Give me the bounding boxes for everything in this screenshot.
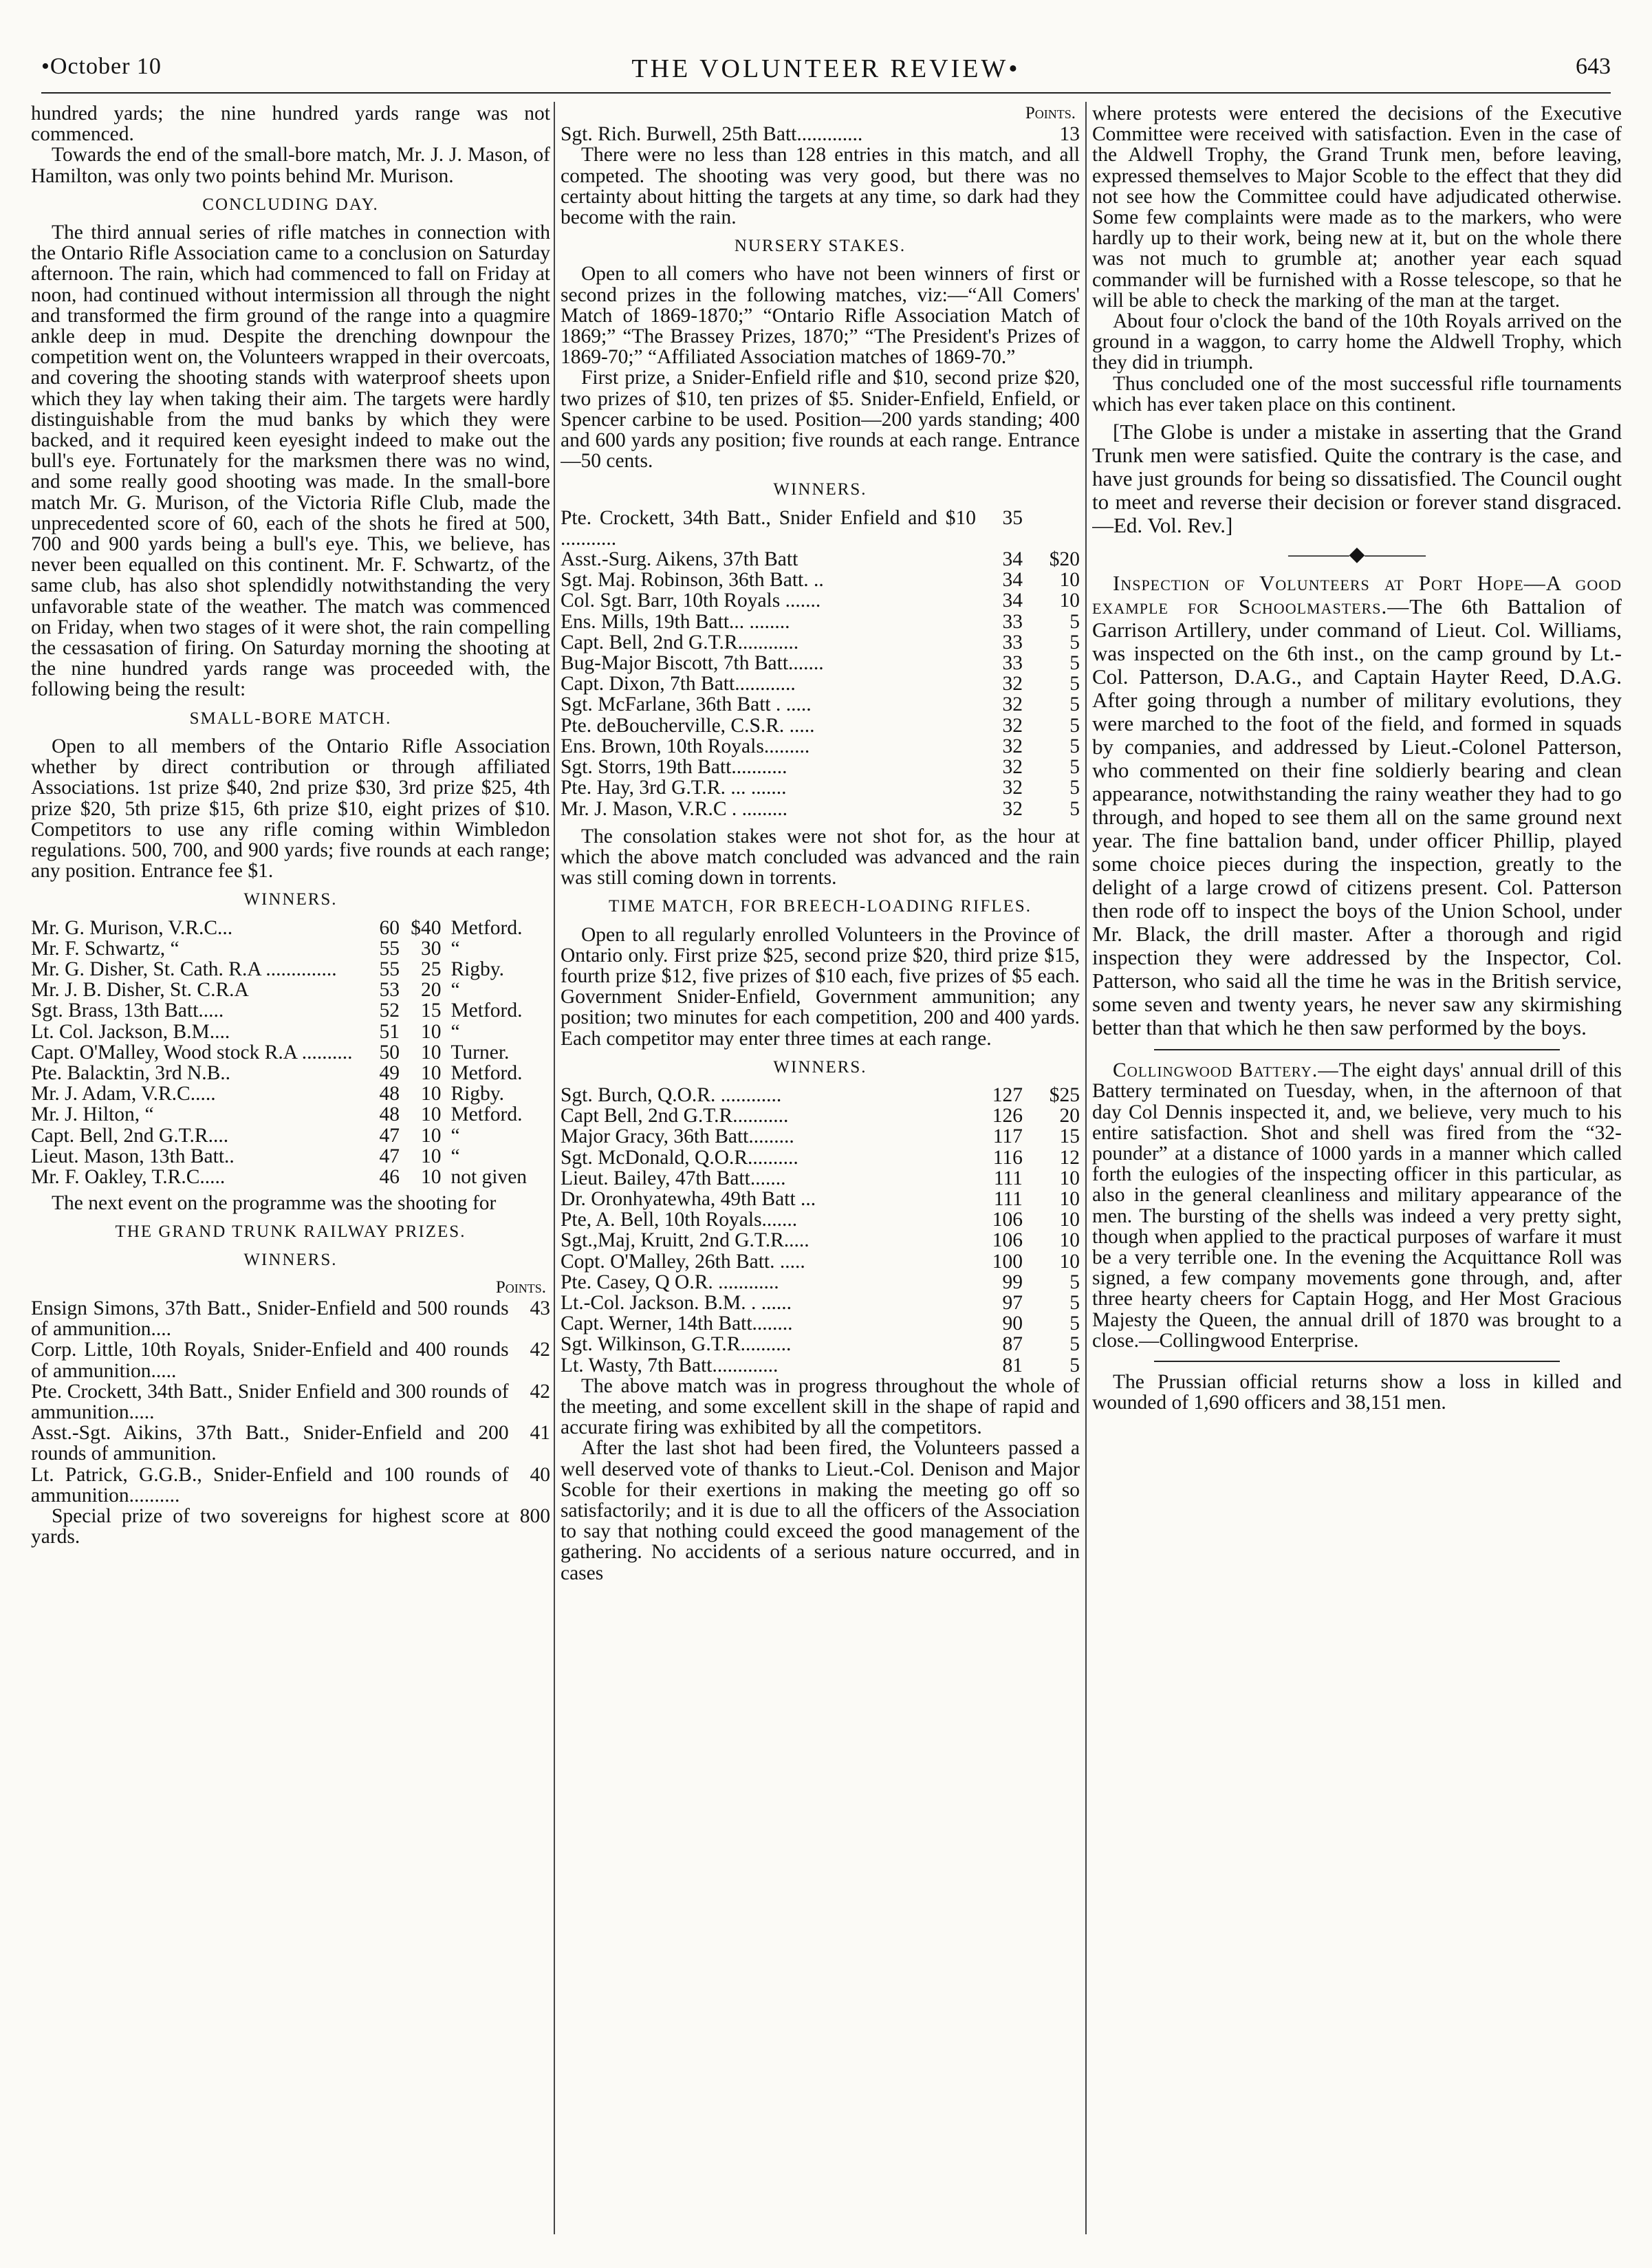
points-cell: 127 [992, 1083, 1023, 1106]
table-row [561, 570, 1080, 590]
name-cell: Pte. deBoucherville, C.S.R. ..... [561, 714, 815, 737]
rifle-cell: “ [450, 1020, 460, 1043]
prize-cell: 10 [420, 1061, 442, 1084]
paragraph: Open to all comers who have not been winners of first or second prizes in the following matches, viz:—“All Comers' Match of 1869-1870;” “Ontario Rifle Association Match of 1869;” “The Brassey Prizes, 1870;” “The President's Prizes of 1869-70;” “Affiliated Association matches of 1869-70.” [561, 263, 1080, 369]
name-cell: Asst.-Surg. Aikens, 37th Batt [561, 548, 798, 571]
table-row [561, 715, 1080, 736]
article-body: The 6th Battalion of Garrison Artillery, under command of Lieut. Col. Williams, was inspected on the 6th inst., on the camp ground by Lt.-Col. Patterson, D.A.G., and Captain Hayter Reed, D.A.G. After going through a number of military evolutions, they were marched to the foot of the field, and formed in squads by companies, and addressed by Lieut.-Colonel Patterson, who commented on their fine soldierly bearing and clean appearance, notwithstanding the rainy weather they had to go through, and hoped to see them all on the same ground next year. The fine battalion band, under officer Phillip, played some choice pieces during the inspection, greatly to the delight of a large crowd of citizens present. Col. Patterson then rode off to inspect the boys of the Union School, under Mr. Black, the drill master. After a thorough and rigid inspection they were addressed by the Inspector, Col. Patterson, who said all the time he was in the British service, some seven and twenty years, he never saw any skirmishing better than that which he then saw performed by the boys. [1092, 594, 1622, 1040]
name-cell: Pte, A. Bell, 10th Royals....... [561, 1209, 798, 1231]
table-row [561, 1313, 1080, 1334]
prize-cell: 5 [1069, 631, 1080, 654]
table-row [31, 1042, 550, 1063]
paragraph: The next event on the programme was the shooting for [52, 1192, 497, 1215]
points-cell: 48 [379, 1103, 400, 1126]
table-row [31, 918, 550, 938]
table-row [561, 1147, 1080, 1168]
rifle-cell: Metford. [450, 1000, 523, 1022]
name-cell: Asst.-Sgt. Aikins, 37th Batt., Snider-Enfield and 200 rounds of ammunition. [31, 1422, 509, 1465]
points-cell: 32 [1002, 756, 1023, 779]
table-row [561, 1126, 1080, 1147]
points-cell: 55 [379, 958, 400, 980]
article-port-hope [1092, 572, 1622, 1039]
paragraph: Open to all members of the Ontario Rifle Association whether by direct contribution or through affiliated Associations. 1st prize $40, 2nd prize $30, 3rd prize $25, 4th prize $20, 5th prize $15, 6th prize $10, eight prizes of $10. Competitors to use any rifle coming within Wimbledon regulations. 500, 700, and 900 yards; five rounds at each range; any position. Entrance fee $1. [31, 735, 550, 883]
table-row [31, 1465, 550, 1506]
section-heading: TIME MATCH, FOR BREECH-LOADING RIFLES. [609, 897, 1032, 916]
prize-cell: 5 [1069, 693, 1080, 716]
table-row [561, 124, 1080, 144]
table-row [31, 1022, 550, 1042]
winners-heading: WINNERS. [243, 1250, 338, 1269]
prize-cell: 10 [420, 1083, 442, 1105]
name-cell: Dr. Oronhyatewha, 49th Batt ... [561, 1187, 816, 1210]
points-column-heading: Points. [1025, 104, 1076, 122]
article-body: The eight days' annual drill of this Battery terminated on Tuesday, when, in the afternoon of that day Col Dennis inspected it, and, we believe, very much to his entire satisfaction. Shot and shell was fired from the “32-pounder” at a distance of 1000 yards in a manner which called forth the eulogies of the inspecting officer in this particular, as also in the general cleanliness and military appearance of the men. The bursting of the shells was indeed a very pretty sight, though when applied to the practical purposes of warfare it must be a very terrible one. In the evening the Acquittance Roll was signed, a few company movements gone through, and, after three hearty cheers for Captain Hogg, and Her Most Gracious Majesty the Queen, the annual drill of 1870 was brought to a close.—Collingwood Enterprise. [1092, 1059, 1622, 1352]
section-heading: NURSERY STAKES. [734, 237, 906, 256]
table-row [31, 1000, 550, 1021]
name-cell: Sgt. McDonald, Q.O.R.......... [561, 1146, 798, 1169]
table-row [31, 938, 550, 959]
name-cell: Lieut. Bailey, 47th Batt....... [561, 1167, 786, 1189]
points-cell: 40 [530, 1463, 550, 1486]
name-cell: Mr. J. Mason, V.R.C . ......... [561, 797, 788, 820]
points-cell: 32 [1002, 777, 1023, 799]
prize-cell: 5 [1069, 652, 1080, 675]
winners-heading: WINNERS. [773, 1057, 867, 1077]
points-cell: 111 [993, 1167, 1023, 1189]
name-cell: Major Gracy, 36th Batt......... [561, 1125, 794, 1148]
points-cell: 47 [379, 1124, 400, 1147]
burwell-row-table [561, 124, 1080, 144]
prize-cell: $40 [411, 916, 442, 939]
points-cell: 33 [1002, 610, 1023, 633]
article-collingwood [1092, 1060, 1622, 1351]
paragraph: After the last shot had been fired, the Volunteers passed a well deserved vote of thanks to Lieut.-Col. Denison and Major Scoble for their exertions in making the meeting go off so satisfactorily; and it is due to all the officers of the Association to say that nothing could exceed the good management of the gathering. No accidents of a serious nature occurred, and in cases [561, 1437, 1080, 1584]
prize-cell: 5 [1069, 1313, 1080, 1335]
name-cell: Ens. Mills, 19th Batt... ........ [561, 610, 790, 633]
paragraph: There were no less than 128 entries in this match, and all competed. The shooting was very good, but there was no certainty about hitting the targets at any time, so dark had they become with the rain. [561, 144, 1080, 229]
prize-cell: 10 [420, 1041, 442, 1063]
name-cell: Pte. Casey, Q O.R. ............ [561, 1271, 779, 1293]
points-cell: 50 [379, 1041, 400, 1063]
winners-heading: WINNERS. [243, 890, 338, 909]
prize-cell: 25 [420, 958, 442, 980]
prize-cell: 10 [1059, 590, 1080, 612]
prize-cell: 10 [1059, 1167, 1080, 1189]
points-cell: 33 [1002, 652, 1023, 675]
table-row [31, 1298, 550, 1339]
table-row [561, 590, 1080, 611]
name-cell: Capt. Werner, 14th Batt........ [561, 1313, 793, 1335]
table-row [561, 653, 1080, 673]
points-cell: 116 [992, 1146, 1023, 1169]
rifle-cell: “ [450, 937, 460, 960]
prize-cell: 5 [1069, 797, 1080, 820]
prize-cell: 5 [1069, 735, 1080, 757]
points-cell: 13 [1059, 123, 1080, 146]
prize-cell: 10 [420, 1103, 442, 1126]
column-divider [554, 102, 555, 2234]
name-cell: Pte. Crockett, 34th Batt., Snider Enfield and 300 rounds of ammunition..... [31, 1380, 509, 1423]
table-row [561, 1293, 1080, 1313]
column-1 [31, 103, 550, 2249]
prize-cell: 5 [1069, 1291, 1080, 1314]
points-cell: 47 [379, 1145, 400, 1167]
points-cell: 100 [992, 1250, 1023, 1273]
prize-cell: 5 [1069, 1354, 1080, 1376]
table-row [561, 1189, 1080, 1209]
paragraph: The Prussian official returns show a loss in killed and wounded of 1,690 officers and 38,151 men. [1092, 1371, 1622, 1414]
prize-cell: 15 [1059, 1125, 1080, 1148]
points-cell: 99 [1002, 1271, 1023, 1293]
name-cell: Capt Bell, 2nd G.T.R........... [561, 1105, 789, 1127]
prize-cell: 10 [420, 1124, 442, 1147]
name-cell: Sgt. McFarlane, 36th Batt . ..... [561, 693, 812, 716]
points-cell: 55 [379, 937, 400, 960]
table-row [561, 508, 1080, 549]
rifle-cell: Metford. [450, 1061, 523, 1084]
table-row [561, 1105, 1080, 1126]
name-cell: Pte. Balacktin, 3rd N.B.. [31, 1061, 231, 1084]
issue-date: •October 10 [41, 54, 162, 79]
rifle-cell: Turner. [450, 1041, 510, 1063]
paragraph: First prize, a Snider-Enfield rifle and $10, second prize $20, two prizes of $10, ten prizes of $5. Snider-Enfield, Enfield, or Spencer carbine to be used. Position—200 yards standing; 400 and 600 yards any position; five rounds at each range. Entrance—50 cents. [561, 367, 1080, 473]
name-cell: Mr. J. Adam, V.R.C..... [31, 1083, 216, 1105]
article-heading: Inspection of Volunteers at Port Hope—A good example for Schoolmasters.— [1092, 571, 1622, 619]
name-cell: Lt. Col. Jackson, B.M.... [31, 1020, 230, 1043]
name-cell: Capt. Bell, 2nd G.T.R.... [31, 1124, 229, 1147]
prize-cell: 10 [1059, 1187, 1080, 1210]
points-cell: 41 [530, 1422, 550, 1445]
table-row [561, 1355, 1080, 1376]
table-row [31, 1423, 550, 1464]
table-row [561, 1168, 1080, 1189]
section-rule [1154, 1049, 1560, 1050]
points-cell: 106 [992, 1209, 1023, 1231]
points-cell: 117 [992, 1125, 1023, 1148]
paragraph: The consolation stakes were not shot for, as the hour at which the above match concluded was advanced and the rain was still coming down in torrents. [561, 825, 1080, 889]
table-row [561, 1251, 1080, 1272]
points-cell: 34 [1002, 590, 1023, 612]
name-cell: Sgt. Storrs, 19th Batt........... [561, 756, 787, 779]
rifle-cell: not given [450, 1165, 528, 1188]
name-cell: Pte. Crockett, 34th Batt., Snider Enfield and $10 ........... [561, 506, 976, 550]
name-cell: Mr. F. Oakley, T.R.C..... [31, 1165, 226, 1188]
rifle-cell: “ [450, 1145, 460, 1167]
table-row [561, 1085, 1080, 1105]
points-cell: 32 [1002, 673, 1023, 695]
small-bore-winners-table [31, 918, 550, 1188]
table-row [561, 757, 1080, 777]
prize-cell: 5 [1069, 1271, 1080, 1293]
table-row [561, 1209, 1080, 1230]
rifle-cell: Rigby. [450, 1083, 505, 1105]
name-cell: Capt. Bell, 2nd G.T.R............ [561, 631, 799, 654]
name-cell: Bug-Major Biscott, 7th Batt....... [561, 652, 824, 675]
table-row [561, 777, 1080, 798]
table-row [561, 632, 1080, 653]
points-cell: 51 [379, 1020, 400, 1043]
name-cell: Sgt. Burch, Q.O.R. ............ [561, 1083, 782, 1106]
masthead-rule [41, 92, 1611, 94]
table-row [561, 799, 1080, 819]
prize-cell: 5 [1069, 673, 1080, 695]
winners-heading: WINNERS. [773, 480, 867, 499]
prize-cell: 10 [420, 1020, 442, 1043]
name-cell: Sgt. Maj. Robinson, 36th Batt. .. [561, 569, 824, 592]
editorial-note: [The Globe is under a mistake in asserting that the Grand Trunk men were satisfied. Quite the contrary is the case, and have just grounds for being so dissatisfied. The Council ought to meet and reverse their decision or forever stand disgraced.—Ed. Vol. Rev.] [1092, 420, 1622, 538]
points-cell: 32 [1002, 714, 1023, 737]
points-cell: 60 [379, 916, 400, 939]
name-cell: Sgt. Wilkinson, G.T.R.......... [561, 1333, 792, 1356]
table-row [561, 673, 1080, 694]
table-row [561, 549, 1080, 570]
publication-title: THE VOLUNTEER REVIEW• [631, 54, 1021, 83]
table-row [31, 1104, 550, 1125]
rifle-cell: “ [450, 1124, 460, 1147]
section-ornament: ———◆——— [1288, 543, 1426, 566]
points-cell: 32 [1002, 693, 1023, 716]
column-divider [1085, 102, 1087, 2234]
paragraph: where protests were entered the decisions of the Executive Committee were received with satisfaction. Even in the case of the Aldwell Trophy, the Grand Trunk men, before leaving, expressed themselves to Major Scoble to the effect that they did not see how the Committee could have adjudicated otherwise. Some few complaints were made as to the markers, who were hardly up to their work, being new at it, but on the whole there was not much to grumble at; another year each squad commander will be furnished with a Rosse telescope, so that he will be able to check the marking of the man at the target. [1092, 103, 1622, 312]
prize-cell: 10 [1059, 1209, 1080, 1231]
table-row [31, 1063, 550, 1083]
name-cell: Mr. G. Disher, St. Cath. R.A .............. [31, 958, 337, 980]
prize-cell: 12 [1059, 1146, 1080, 1169]
grand-trunk-prizes-table [31, 1298, 550, 1506]
name-cell: Sgt.,Maj, Kruitt, 2nd G.T.R..... [561, 1229, 809, 1252]
rifle-cell: Rigby. [450, 958, 505, 980]
points-cell: 87 [1002, 1333, 1023, 1356]
table-row [31, 1125, 550, 1146]
prize-cell: 10 [1059, 1229, 1080, 1252]
nursery-stakes-winners-table [561, 508, 1080, 819]
article-heading: Collingwood Battery.— [1113, 1059, 1339, 1082]
masthead [41, 54, 1611, 95]
prize-cell: 5 [1069, 610, 1080, 633]
table-row [31, 1167, 550, 1187]
prize-cell: 20 [420, 979, 442, 1002]
name-cell: Sgt. Rich. Burwell, 25th Batt............. [561, 123, 863, 146]
points-cell: 52 [379, 1000, 400, 1022]
name-cell: Mr. J. B. Disher, St. C.R.A [31, 979, 249, 1002]
points-cell: 46 [379, 1165, 400, 1188]
rifle-cell: “ [450, 979, 460, 1002]
paragraph: Open to all regularly enrolled Volunteers in the Province of Ontario only. First prize $25, second prize $20, third prize $15, fourth prize $12, five prizes of $10 each, five prizes of $5 each. Government Snider-Enfield, Government ammunition; any position; two minutes for each competition, 200 and 400 yards. Each competitor may enter three times at each range. [561, 923, 1080, 1050]
name-cell: Ensign Simons, 37th Batt., Snider-Enfield and 500 rounds of ammunition.... [31, 1297, 509, 1341]
name-cell: Sgt. Brass, 13th Batt..... [31, 1000, 224, 1022]
points-cell: 33 [1002, 631, 1023, 654]
name-cell: Lt. Wasty, 7th Batt............. [561, 1354, 779, 1376]
name-cell: Col. Sgt. Barr, 10th Royals ....... [561, 590, 821, 612]
table-row [561, 736, 1080, 757]
table-row [31, 1146, 550, 1167]
table-row [31, 1083, 550, 1104]
page-number: 643 [1576, 54, 1611, 79]
name-cell: Mr. J. Hilton, “ [31, 1103, 154, 1126]
table-row [31, 959, 550, 980]
paragraph: The third annual series of rifle matches in connection with the Ontario Rifle Association came to a conclusion on Saturday afternoon. The rain, which had commenced to fall on Friday at noon, had continued without intermission all through the night and transformed the firm ground of the range into a quagmire ankle deep in mud. Despite the drenching downpour the competition went on, the Volunteers wrapped in their overcoats, and covering the shooting stands with waterproof sheets upon which they lay when taking their aim. The targets were hardly distinguishable from the mud banks by which they were backed, and it required keen eyesight indeed to make out the bull's eye. Fortunately for the marksmen there was no wind, and some really good shooting was made. In the small-bore match Mr. G. Murison, of the Victoria Rifle Club, made the unprecedented score of 60, each of the shots he fired at 500, 700 and 900 yards being a bull's eye. This, we believe, has never been equalled on this continent. Mr. F. Schwartz, of the same club, has also shot splendidly notwithstanding the very unfavorable state of the weather. The match was commenced on Friday, when two stages of it were shot, the rain compelling the cessasation of firing. On Saturday morning the shooting at the nine hundred yards range was proceeded with, the following being the result: [31, 222, 550, 701]
prize-cell: 5 [1069, 756, 1080, 779]
name-cell: Corp. Little, 10th Royals, Snider-Enfield and 400 rounds of ammunition..... [31, 1339, 509, 1382]
table-row [561, 1272, 1080, 1293]
prize-cell: 5 [1069, 1333, 1080, 1356]
points-cell: 126 [992, 1105, 1023, 1127]
paragraph: The above match was in progress throughout the whole of the meeting, and some excellent skill in the shape of rapid and accurate firing was exhibited by all the competitors. [561, 1374, 1080, 1439]
section-heading: SMALL-BORE MATCH. [189, 709, 392, 728]
table-row [561, 1334, 1080, 1354]
points-cell: 32 [1002, 797, 1023, 820]
points-cell: 90 [1002, 1313, 1023, 1335]
points-cell: 53 [379, 979, 400, 1002]
name-cell: Lieut. Mason, 13th Batt.. [31, 1145, 235, 1167]
prize-cell: 30 [420, 937, 442, 960]
paragraph: Towards the end of the small-bore match, Mr. J. J. Mason, of Hamilton, was only two points behind Mr. Murison. [31, 144, 550, 187]
name-cell: Copt. O'Malley, 26th Batt. ..... [561, 1250, 805, 1273]
name-cell: Mr. G. Murison, V.R.C... [31, 916, 233, 939]
column-2 [561, 103, 1080, 2249]
points-cell: 35 [1002, 506, 1023, 529]
prize-cell: 10 [1059, 1250, 1080, 1273]
table-row [561, 1230, 1080, 1251]
section-heading: THE GRAND TRUNK RAILWAY PRIZES. [115, 1222, 466, 1242]
name-cell: Mr. F. Schwartz, “ [31, 937, 180, 960]
points-cell: 43 [530, 1297, 550, 1319]
paragraph: hundred yards; the nine hundred yards range was not commenced. [31, 103, 550, 146]
paragraph: About four o'clock the band of the 10th Royals arrived on the ground in a waggon, to carry home the Aldwell Trophy, which they did in triumph. [1092, 310, 1622, 374]
points-cell: 34 [1002, 569, 1023, 592]
prize-cell: $20 [1049, 548, 1080, 571]
section-heading: CONCLUDING DAY. [202, 195, 379, 214]
rifle-cell: Metford. [450, 916, 523, 939]
prize-cell: 10 [420, 1145, 442, 1167]
points-cell: 111 [993, 1187, 1023, 1210]
table-row [561, 612, 1080, 632]
prize-cell [1023, 508, 1080, 549]
prize-cell: 20 [1059, 1105, 1080, 1127]
points-cell: 81 [1002, 1354, 1023, 1376]
name-cell: Capt. O'Malley, Wood stock R.A .......... [31, 1041, 353, 1063]
paragraph: Thus concluded one of the most successful rifle tournaments which has ever taken place on this continent. [1092, 372, 1622, 415]
name-cell: Capt. Dixon, 7th Batt............ [561, 673, 796, 695]
prize-cell: $25 [1049, 1083, 1080, 1106]
paragraph: Special prize of two sovereigns for highest score at 800 yards. [31, 1505, 550, 1548]
name-cell: Lt. Patrick, G.G.B., Snider-Enfield and 100 rounds of ammunition.......... [31, 1463, 509, 1506]
points-cell: 106 [992, 1229, 1023, 1252]
points-cell: 42 [530, 1339, 550, 1361]
name-cell: Pte. Hay, 3rd G.T.R. ... ....... [561, 777, 787, 799]
points-cell: 49 [379, 1061, 400, 1084]
points-column-heading: Points. [495, 1277, 546, 1297]
table-row [31, 980, 550, 1000]
table-row [561, 694, 1080, 715]
points-cell: 32 [1002, 735, 1023, 757]
section-rule [1154, 1361, 1560, 1362]
rifle-cell: Metford. [450, 1103, 523, 1126]
table-row [31, 1381, 550, 1423]
points-cell: 97 [1002, 1291, 1023, 1314]
points-cell: 34 [1002, 548, 1023, 571]
prize-cell: 15 [420, 1000, 442, 1022]
prize-cell: 10 [1059, 569, 1080, 592]
table-row [31, 1339, 550, 1381]
column-3 [1092, 103, 1622, 2249]
prize-cell: 5 [1069, 714, 1080, 737]
points-cell: 48 [379, 1083, 400, 1105]
name-cell: Lt.-Col. Jackson. B.M. . ...... [561, 1291, 792, 1314]
prize-cell: 5 [1069, 777, 1080, 799]
time-match-winners-table [561, 1085, 1080, 1376]
prize-cell: 10 [420, 1165, 442, 1188]
name-cell: Ens. Brown, 10th Royals......... [561, 735, 810, 757]
points-cell: 42 [530, 1380, 550, 1403]
